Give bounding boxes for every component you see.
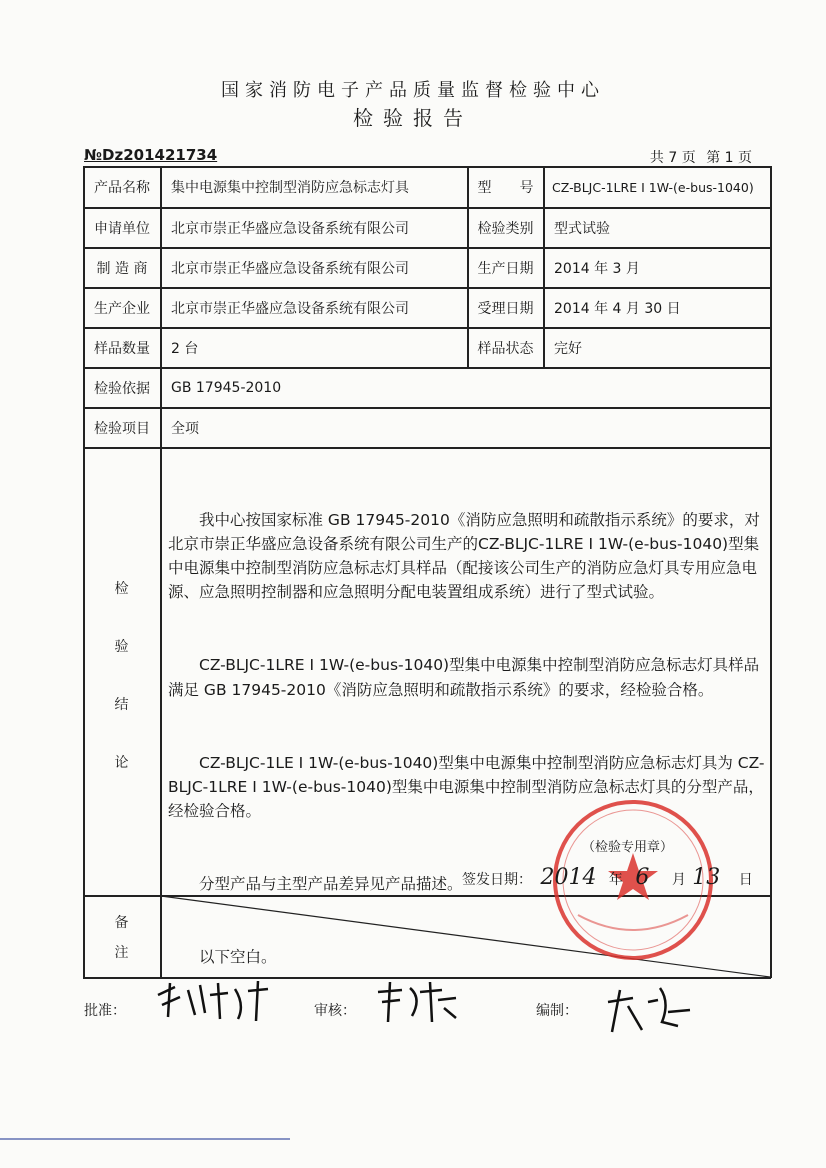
conclusion-label-char: 结 xyxy=(114,697,129,713)
value-sample-status: 完好 xyxy=(554,340,582,357)
page-count xyxy=(644,147,752,167)
sign-date-year-unit: 年 xyxy=(608,872,623,888)
value-manufacturer: 北京市崇正华盛应急设备系统有限公司 xyxy=(171,260,409,277)
sign-date-year: 2014 xyxy=(540,865,597,890)
current-page: 第 1 页 xyxy=(706,150,752,166)
approve-label: 批准： xyxy=(84,1003,126,1019)
conclusion-paragraph: 我中心按国家标准 GB 17945-2010《消防应急照明和疏散指示系统》的要求，对北京市崇正华盛应急设备系统有限公司生产的CZ-BLJC-1LRE I 1W-(e-bus-1040)型集中电源集中控制型消防应急标志灯具样品（配接该公司生产的消防应急灯具专用应急电源、应急照明控制器和应急照明分配电装置组成系统）进行了型式试验。 xyxy=(168,510,760,602)
value-producer: 北京市崇正华盛应急设备系统有限公司 xyxy=(171,300,409,317)
sign-date-month-unit: 月 xyxy=(671,872,686,888)
value-sample-qty: 2 台 xyxy=(171,340,199,357)
label-accept-date: 受理日期 xyxy=(477,300,534,317)
conclusion-paragraph: CZ-BLJC-1LRE I 1W-(e-bus-1040)型集中电源集中控制型消防应急标志灯具样品满足 GB 17945-2010《消防应急照明和疏散指示系统》的要求，经检验合格。 xyxy=(168,656,760,699)
total-pages: 共 7 页 xyxy=(649,150,696,166)
label-product-name: 产品名称 xyxy=(94,180,150,196)
value-accept-date: 2014 年 4 月 30 日 xyxy=(554,300,681,317)
stamp-label: （检验专用章） xyxy=(582,840,674,855)
value-basis: GB 17945-2010 xyxy=(171,379,282,396)
review-label: 审核： xyxy=(314,1003,356,1019)
value-inspection-type: 型式试验 xyxy=(554,220,610,237)
reviewer-signature xyxy=(372,978,462,1026)
label-manufacturer: 制 造 商 xyxy=(96,260,148,277)
sign-date-day-unit: 日 xyxy=(738,872,753,888)
conclusion-paragraph: 以下空白。 xyxy=(168,947,277,966)
conclusion-paragraph: CZ-BLJC-1LE I 1W-(e-bus-1040)型集中电源集中控制型消防应急标志灯具为 CZ-BLJC-1LRE I 1W-(e-bus-1040)型集中电源集中控制型消防应急标志灯具的分型产品，经检验合格。 xyxy=(168,753,765,821)
label-sample-status: 样品状态 xyxy=(477,340,534,357)
conclusion-label-char: 验 xyxy=(114,639,129,655)
value-model: CZ-BLJC-1LRE I 1W-(e-bus-1040) xyxy=(552,179,754,195)
label-producer: 生产企业 xyxy=(94,300,150,317)
label-sample-qty: 样品数量 xyxy=(94,340,150,357)
org-name: 国家消防电子产品质量监督检验中心 xyxy=(221,80,605,101)
sign-date-row xyxy=(462,865,753,890)
label-applicant: 申请单位 xyxy=(94,220,150,237)
sign-date-day: 13 xyxy=(692,865,721,890)
report-title: 检验报告 xyxy=(353,106,473,130)
label-basis: 检验依据 xyxy=(94,380,150,397)
remarks-label-char: 注 xyxy=(114,945,129,961)
prepare-label: 编制： xyxy=(536,1003,578,1019)
value-applicant: 北京市崇正华盛应急设备系统有限公司 xyxy=(171,220,409,237)
label-items: 检验项目 xyxy=(94,420,150,437)
value-product-name: 集中电源集中控制型消防应急标志灯具 xyxy=(171,180,409,196)
value-production-date: 2014 年 3 月 xyxy=(554,260,640,277)
approver-signature xyxy=(150,975,280,1025)
conclusion-label-char: 检 xyxy=(114,581,129,597)
scan-edge-line xyxy=(0,1138,290,1140)
label-inspection-type: 检验类别 xyxy=(477,220,534,237)
sign-date-month: 6 xyxy=(635,865,650,890)
label-production-date: 生产日期 xyxy=(477,260,534,277)
sign-date-label: 签发日期： xyxy=(462,872,532,888)
label-model: 型 号 xyxy=(477,180,534,196)
conclusion-paragraph: 分型产品与主型产品差异见产品描述。 xyxy=(168,875,463,894)
preparer-signature xyxy=(598,982,698,1042)
value-items: 全项 xyxy=(171,420,199,437)
remarks-label-char: 备 xyxy=(114,915,129,931)
report-number: №Dz201421734 xyxy=(84,146,218,164)
conclusion-label-char: 论 xyxy=(114,755,129,771)
